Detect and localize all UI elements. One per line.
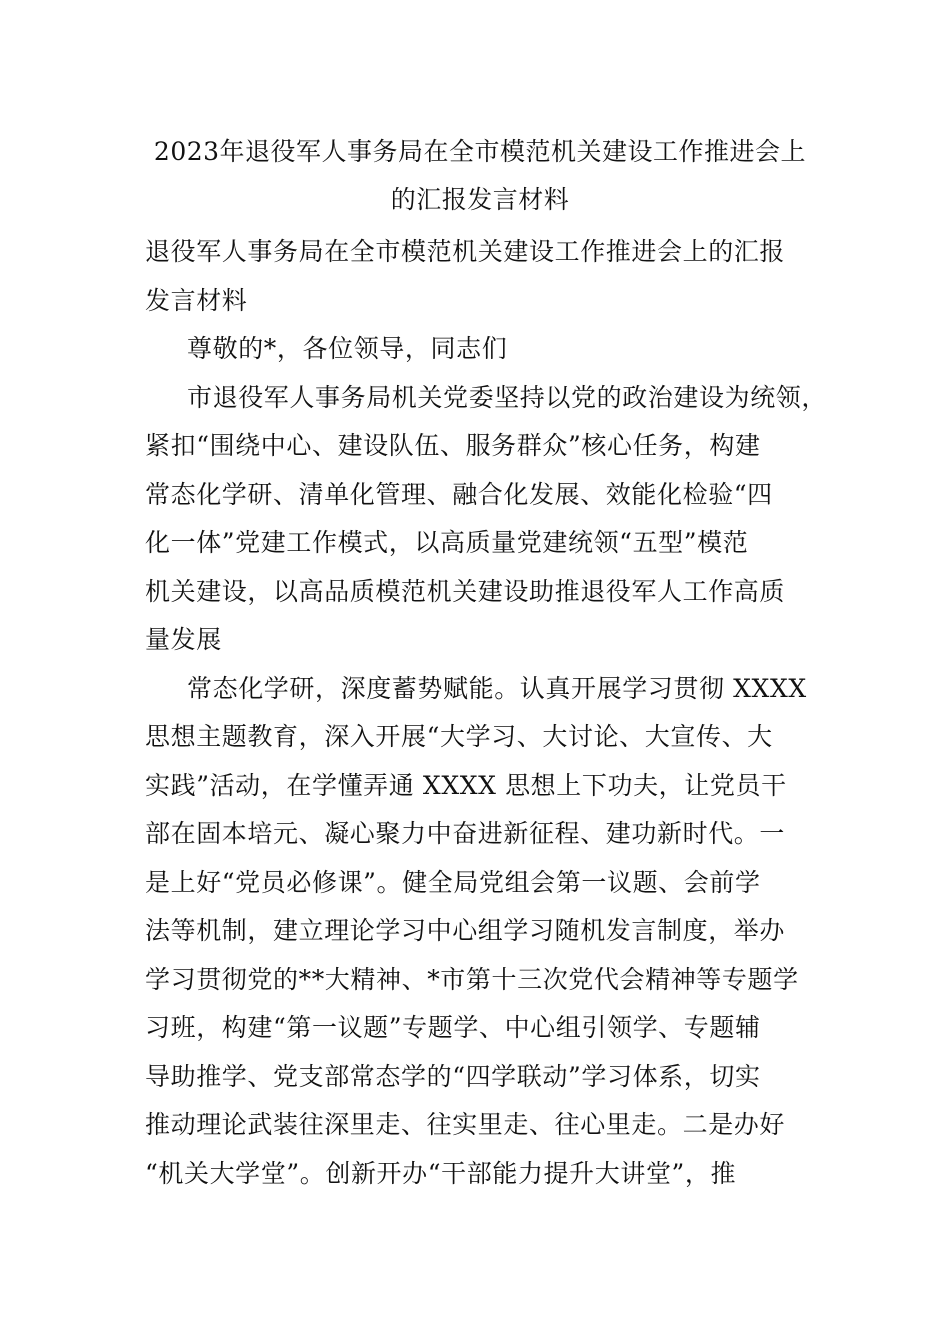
- paragraph-2-line-8: 习班，构建“第一议题”专题学、中心组引领学、专题辅: [145, 1013, 761, 1042]
- paragraph-1-line-1: 市退役军人事务局机关党委坚持以党的政治建设为统领，: [187, 382, 828, 412]
- paragraph-2: [145, 665, 815, 1199]
- title-line-1: 2023年退役军人事务局在全市模范机关建设工作推进会上: [153, 137, 807, 166]
- paragraph-2-line-2: 思想主题教育，深入开展“大学习、大讨论、大宣传、大: [145, 722, 773, 751]
- salutation: [145, 325, 815, 374]
- subtitle-line-1: 退役军人事务局在全市模范机关建设工作推进会上的汇报: [145, 237, 786, 266]
- subtitle-paragraph: [145, 228, 815, 325]
- paragraph-1-line-6: 量发展: [145, 625, 222, 654]
- paragraph-1-line-4: 化一体”党建工作模式，以高质量党建统领“五型”模范: [145, 528, 749, 557]
- paragraph-1: [145, 374, 828, 665]
- paragraph-1-line-3: 常态化学研、清单化管理、融合化发展、效能化检验“四: [145, 479, 773, 509]
- paragraph-2-line-7: 学习贯彻党的**大精神、*市第十三次党代会精神等专题学: [145, 964, 799, 994]
- paragraph-1-line-5: 机关建设，以高品质模范机关建设助推退役军人工作高质: [145, 576, 786, 606]
- paragraph-2-line-6: 法等机制，建立理论学习中心组学习随机发言制度，举办: [145, 916, 786, 945]
- salutation-line: 尊敬的*，各位领导，同志们: [187, 334, 508, 363]
- subtitle-line-2: 发言材料: [145, 285, 248, 315]
- document-body: [145, 228, 828, 1198]
- paragraph-2-line-5: 是上好“党员必修课”。健全局党组会第一议题、会前学: [145, 867, 761, 897]
- document-title: [145, 128, 815, 224]
- paragraph-2-line-10: 推动理论武装往深里走、往实里走、往心里走。二是办好: [145, 1110, 786, 1139]
- title-line-2: 的汇报发言材料: [390, 185, 570, 214]
- paragraph-2-line-3: 实践”活动，在学懂弄通 XXXX 思想上下功夫，让党员干: [145, 770, 787, 800]
- paragraph-2-line-1: 常态化学研，深度蓄势赋能。认真开展学习贯彻 XXXX: [187, 673, 807, 703]
- paragraph-2-line-4: 部在固本培元、凝心聚力中奋进新征程、建功新时代。一: [145, 819, 786, 848]
- paragraph-2-line-9: 导助推学、党支部常态学的“四学联动”学习体系，切实: [145, 1061, 761, 1091]
- paragraph-1-line-2: 紧扣“围绕中心、建设队伍、服务群众”核心任务，构建: [145, 431, 761, 460]
- paragraph-2-line-11: “机关大学堂”。创新开办“干部能力提升大讲堂”，推: [145, 1158, 737, 1188]
